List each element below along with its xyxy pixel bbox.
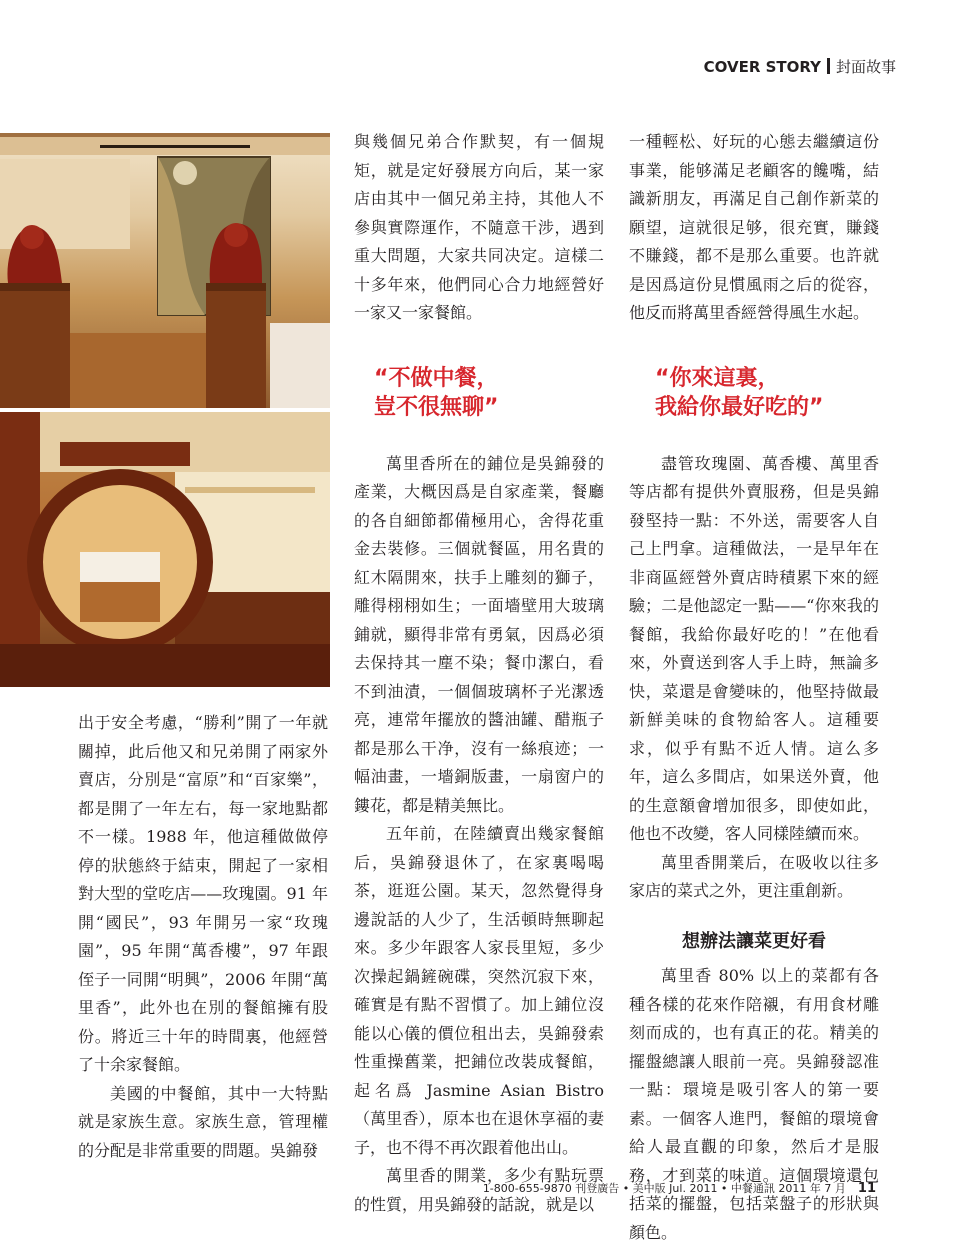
text-column-middle bbox=[354, 128, 604, 1219]
paragraph: 盡管玫瑰園、萬香樓、萬里香等店都有提供外賣服務，但是吳錦發堅持一點：不外送，需要客人自己上門拿。這種做法，一是早年在非商區經營外賣店時積累下來的經驗；二是他認定一點——“你來我的餐館，我給你最好吃的！”在他看來，外賣送到客人手上時，無論多快，菜還是會變味的，他堅持做最新鮮美味的食物給客人。這種要求，似乎有點不近人情。這么多年，這么多間店，如果送外賣，他的生意額會增加很多，即使如此，他也不改變，客人同樣陸續而來。 bbox=[629, 453, 879, 843]
page-number: 11 bbox=[857, 1181, 876, 1196]
restaurant-photo-lions bbox=[0, 133, 330, 408]
paragraph: 一種輕松、好玩的心態去繼續這份事業，能够滿足老顧客的饞嘴，結識新朋友，再滿足自己創作新菜的願望，這就很足够，很充實，賺錢不賺錢，都不是那么重要。也許就是因爲這份見慣風雨之后的從容，他反而將萬里香經營得風生水起。 bbox=[629, 132, 879, 322]
subheading: 想辦法讓菜更好看 bbox=[682, 930, 826, 952]
text-column-right bbox=[629, 128, 879, 1247]
spacer bbox=[629, 422, 879, 450]
paragraph: 萬里香所在的鋪位是吳錦發的產業，大概因爲是自家產業，餐廳的各自細節都備極用心，舍得花重金去裝修。三個就餐區，用名貴的紅木隔開來，扶手上雕刻的獅子，雕得栩栩如生；一面墻壁用大玻璃鋪就，顯得非常有勇氣，因爲必須去保持其一塵不染；餐巾潔白，看不到油漬，一個個玻璃杯子光潔透亮，連常年擺放的醬油罐、醋瓶子都是那么干净，沒有一絲痕迹；一幅油畫，一墻銅版畫，一扇窗户的鏤花，都是精美無比。 bbox=[354, 453, 604, 815]
pull-quote-line: “你來這裏， bbox=[655, 365, 780, 391]
paragraph: 萬里香 80% 以上的菜都有各種各樣的花來作陪襯，有用食材雕刻而成的，也有真正的花。精美的擺盤總讓人眼前一亮。吳錦發認准一點：環境是吸引客人的第一要素。一個客人進門，餐館的環境會給人最直觀的印象，然后才是服務，才到菜的味道。這個環境還包括菜的擺盤，包括菜盤子的形狀與顏色。 bbox=[629, 966, 879, 1242]
paragraph: 五年前，在陸續賣出幾家餐館后，吳錦發退休了，在家裏喝喝茶，逛逛公園。某天，忽然覺得身邊說話的人少了，生活頓時無聊起來。多少年跟客人家長里短，多少次操起鍋鏟碗碟，突然沉寂下來，確實是有點不習慣了。加上鋪位沒能以心儀的價位租出去，吳錦發索性重操舊業，把鋪位改裝成餐館，起名爲 Jasmine Asian Bistro（萬里香），原本也在退休享福的妻子，也不得不再次跟着他出山。 bbox=[354, 824, 604, 1157]
spacer bbox=[629, 328, 879, 364]
paragraph: 與幾個兄弟合作默契，有一個規矩，就是定好發展方向后，某一家店由其中一個兄弟主持，其他人不參與實際運作，不隨意干涉，遇到重大問題，大家共同决定。這樣二十多年來，他們同心合力地經營好一家又一家餐館。 bbox=[354, 132, 604, 322]
spacer bbox=[354, 328, 604, 364]
paragraph: 萬里香的開業，多少有點玩票的性質，用吳錦發的話說，就是以 bbox=[354, 1166, 604, 1214]
page-footer bbox=[483, 1180, 876, 1196]
section-header bbox=[704, 56, 896, 77]
header-divider bbox=[827, 58, 830, 74]
text-column-left bbox=[78, 709, 328, 1165]
paragraph: 出于安全考慮，“勝利”開了一年就關掉，此后他又和兄弟開了兩家外賣店，分別是“富原”和“百家樂”，都是開了一年左右，每一家地點都不一樣。1988 年，他這種做做停停的狀態終于結束，開起了一家相對大型的堂吃店——玫瑰園。91 年開“國民”，93 年開另一家“玫瑰園”，95 年開“萬香樓”，97 年跟侄子一同開“明興”，2006 年開“萬里香”，此外也在別的餐館擁有股份。將近三十年的時間裏，他經營了十余家餐館。 bbox=[78, 713, 328, 1074]
pull-quote-line: 我給你最好吃的” bbox=[655, 394, 824, 420]
pull-quote-line: “不做中餐， bbox=[374, 365, 499, 391]
paragraph: 美國的中餐館，其中一大特點就是家族生意。家族生意，管理權的分配是非常重要的問題。吳錦發 bbox=[78, 1083, 328, 1160]
moon-gate-illustration bbox=[0, 412, 330, 687]
lions-illustration bbox=[0, 133, 330, 408]
section-title-zh: 封面故事 bbox=[835, 58, 896, 76]
pull-quote-line: 豈不很無聊” bbox=[374, 394, 499, 420]
restaurant-photo-moon-gate bbox=[0, 412, 330, 687]
spacer bbox=[629, 906, 879, 928]
paragraph: 萬里香開業后，在吸收以往多家店的菜式之外，更注重創新。 bbox=[629, 852, 879, 900]
footer-text: 1-800-655-9870 刊登廣告 • 美中版 Jul. 2011 • 中餐通訊 2011 年 7 月 bbox=[482, 1182, 846, 1195]
section-title-en: COVER STORY bbox=[703, 58, 821, 76]
spacer bbox=[354, 422, 604, 450]
